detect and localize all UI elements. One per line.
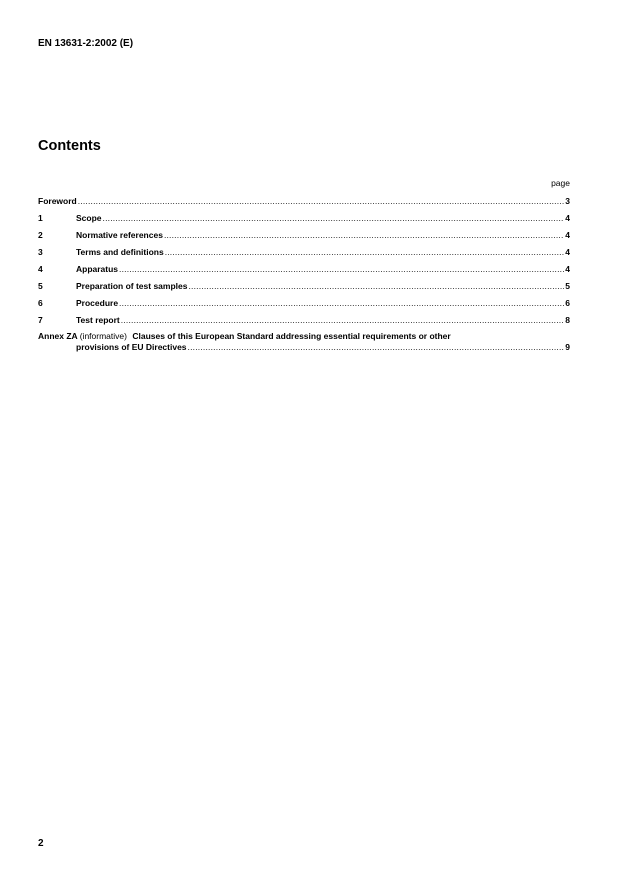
toc-entry-number: 1 — [38, 213, 43, 223]
page-column-label: page — [551, 178, 570, 188]
dot-leader — [119, 263, 564, 275]
annex-title-line1: Clauses of this European Standard addressing essential requirements or other — [132, 331, 451, 341]
toc-entry-title: Apparatus — [76, 264, 119, 274]
toc-entry-page: 8 — [565, 315, 570, 325]
toc-entry-procedure[interactable] — [38, 297, 570, 314]
toc-entry-title: Foreword — [38, 196, 77, 206]
contents-heading: Contents — [38, 138, 101, 154]
dot-leader — [165, 246, 565, 258]
annex-title-line2: provisions of EU Directives — [76, 342, 187, 352]
toc-entry-title: Terms and definitions — [76, 247, 164, 257]
toc-entry-page: 6 — [565, 298, 570, 308]
dot-leader — [188, 280, 564, 292]
toc-entry-normative-references[interactable] — [38, 229, 570, 246]
toc-entry-scope[interactable] — [38, 212, 570, 229]
dot-leader — [121, 314, 564, 326]
toc-entry-title: Scope — [76, 213, 102, 223]
dot-leader — [78, 195, 565, 207]
toc-entry-number: 5 — [38, 281, 43, 291]
toc-entry-terms-and-definitions[interactable] — [38, 246, 570, 263]
annex-label: Annex ZA — [38, 331, 78, 341]
toc-entry-page: 9 — [565, 342, 570, 352]
toc-entry-number: 4 — [38, 264, 43, 274]
toc-entry-foreword[interactable] — [38, 195, 570, 212]
dot-leader — [188, 342, 565, 353]
toc-entry-page: 5 — [565, 281, 570, 291]
toc-entry-title: Normative references — [76, 230, 163, 240]
toc-entry-number: 3 — [38, 247, 43, 257]
toc-entry-title: Test report — [76, 315, 120, 325]
toc-entry-page: 4 — [565, 264, 570, 274]
toc-entry-page: 4 — [565, 230, 570, 240]
toc-entry-page: 3 — [565, 196, 570, 206]
toc-entry-preparation-of-test-samples[interactable] — [38, 280, 570, 297]
table-of-contents — [38, 195, 570, 357]
toc-entry-title: Procedure — [76, 298, 119, 308]
toc-entry-annex-za[interactable] — [38, 331, 570, 357]
toc-entry-page: 4 — [565, 213, 570, 223]
toc-entry-number: 6 — [38, 298, 43, 308]
page-number: 2 — [38, 838, 44, 849]
annex-informative-note: (informative) — [79, 331, 127, 341]
toc-entry-number: 2 — [38, 230, 43, 240]
dot-leader — [164, 229, 564, 241]
dot-leader — [119, 297, 564, 309]
toc-entry-page: 4 — [565, 247, 570, 257]
toc-entry-number: 7 — [38, 315, 43, 325]
dot-leader — [103, 212, 565, 224]
toc-entry-title: Preparation of test samples — [76, 281, 188, 291]
toc-entry-test-report[interactable] — [38, 314, 570, 331]
document-id-header: EN 13631-2:2002 (E) — [38, 38, 134, 49]
toc-entry-apparatus[interactable] — [38, 263, 570, 280]
